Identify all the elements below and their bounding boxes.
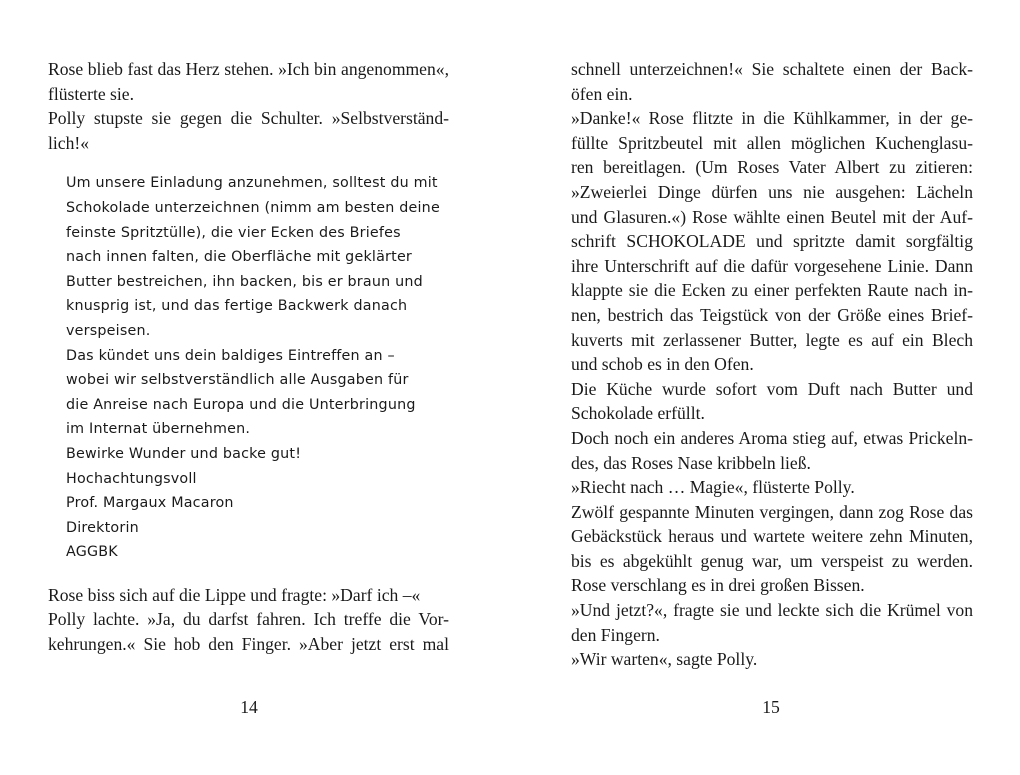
letter-line: Um unsere Einladung anzunehmen, solltest du mit (66, 175, 438, 192)
text-line: ihre Unterschrift auf die dafür vorgesehene Linie. Dann (571, 255, 973, 276)
letter-line: AGGBK (66, 544, 118, 561)
right-page (571, 57, 973, 672)
text-line: Die Küche wurde sofort vom Duft nach Butter und (571, 378, 973, 399)
text-line: »Danke!« Rose flitzte in die Kühlkammer, in der ge- (571, 108, 973, 129)
text-line: schrift SCHOKOLADE und spritzte damit sorgfältig (571, 231, 973, 252)
text-line: ren bereitlagen. (Um Roses Vater Albert zu zitieren: (571, 157, 973, 178)
letter-line: nach innen falten, die Oberfläche mit geklärter (66, 249, 413, 266)
intro-paragraph (48, 57, 449, 155)
text-line: Rose biss sich auf die Lippe und fragte: »Darf ich –« (48, 584, 421, 605)
letter-line: Prof. Margaux Macaron (66, 495, 234, 512)
letter-line: Schokolade unterzeichnen (nimm am besten deine (66, 199, 440, 216)
text-line: »Riecht nach … Magie«, flüsterte Polly. (571, 477, 855, 498)
letter-line: Hochachtungsvoll (66, 470, 197, 487)
text-line: klappte sie die Ecken zu einer perfekten Raute nach in- (571, 280, 973, 301)
text-line: füllte Spritzbeutel mit allen möglichen Kuchenglasu- (571, 132, 973, 153)
letter-line: im Internat übernehmen. (66, 421, 251, 438)
letter-line: wobei wir selbstverständlich alle Ausgaben für (66, 372, 409, 389)
text-line: »Wir warten«, sagte Polly. (571, 649, 758, 670)
letter-line: knusprig ist, und das fertige Backwerk danach (66, 298, 408, 315)
letter-line: Das kündet uns dein baldiges Eintreffen an – (66, 347, 395, 364)
page-number-left: 14 (240, 697, 258, 717)
page-number-right: 15 (762, 697, 780, 717)
left-page (48, 57, 449, 657)
text-line: schnell unterzeichnen!« Sie schaltete einen der Back- (571, 59, 973, 79)
handwritten-letter (48, 171, 449, 565)
letter-line: feinste Spritztülle), die vier Ecken des Briefes (66, 224, 401, 241)
text-line: kuverts mit zerlassener Butter, legte es auf ein Blech (571, 329, 973, 350)
text-line: »Zweierlei Dinge dürfen uns nie ausgehen: Lächeln (571, 181, 973, 202)
text-line: Gebäckstück heraus und wartete weitere zehn Minuten, (571, 526, 973, 547)
text-line: lich!« (48, 132, 90, 153)
text-line: Doch noch ein anderes Aroma stieg auf, etwas Prickeln- (571, 427, 973, 448)
text-line: den Fingern. (571, 624, 660, 645)
letter-line: Bewirke Wunder und backe gut! (66, 445, 302, 462)
text-line: kehrungen.« Sie hob den Finger. »Aber jetzt erst mal (48, 634, 449, 655)
text-line: bis es abgekühlt genug war, um verspeist zu werden. (571, 550, 973, 571)
text-line: des, das Roses Nase kribbeln ließ. (571, 452, 811, 473)
text-line: Schokolade erfüllt. (571, 403, 705, 424)
text-line: und Glasuren.«) Rose wählte einen Beutel mit der Auf- (571, 206, 973, 227)
text-line: nen, bestrich das Teigstück von der Größe eines Brief- (571, 304, 973, 325)
text-line: Polly stupste sie gegen die Schulter. »Selbstverständ- (48, 108, 449, 129)
text-line: Rose verschlang es in drei großen Bissen. (571, 575, 865, 596)
letter-line: Butter bestreichen, ihn backen, bis er braun und (66, 273, 423, 290)
text-line: Rose blieb fast das Herz stehen. »Ich bin angenommen«, (48, 59, 449, 79)
text-line: und schob es in den Ofen. (571, 354, 754, 375)
closing-paragraph (48, 583, 449, 657)
text-line: öfen ein. (571, 83, 633, 104)
text-line: flüsterte sie. (48, 83, 134, 104)
text-line: Polly lachte. »Ja, du darfst fahren. Ich treffe die Vor- (48, 609, 449, 630)
letter-line: die Anreise nach Europa und die Unterbringung (66, 396, 416, 413)
text-line: »Und jetzt?«, fragte sie und leckte sich die Krümel von (571, 600, 973, 621)
letter-line: verspeisen. (66, 322, 151, 339)
letter-line: Direktorin (66, 519, 139, 536)
text-line: Zwölf gespannte Minuten vergingen, dann zog Rose das (571, 501, 973, 522)
